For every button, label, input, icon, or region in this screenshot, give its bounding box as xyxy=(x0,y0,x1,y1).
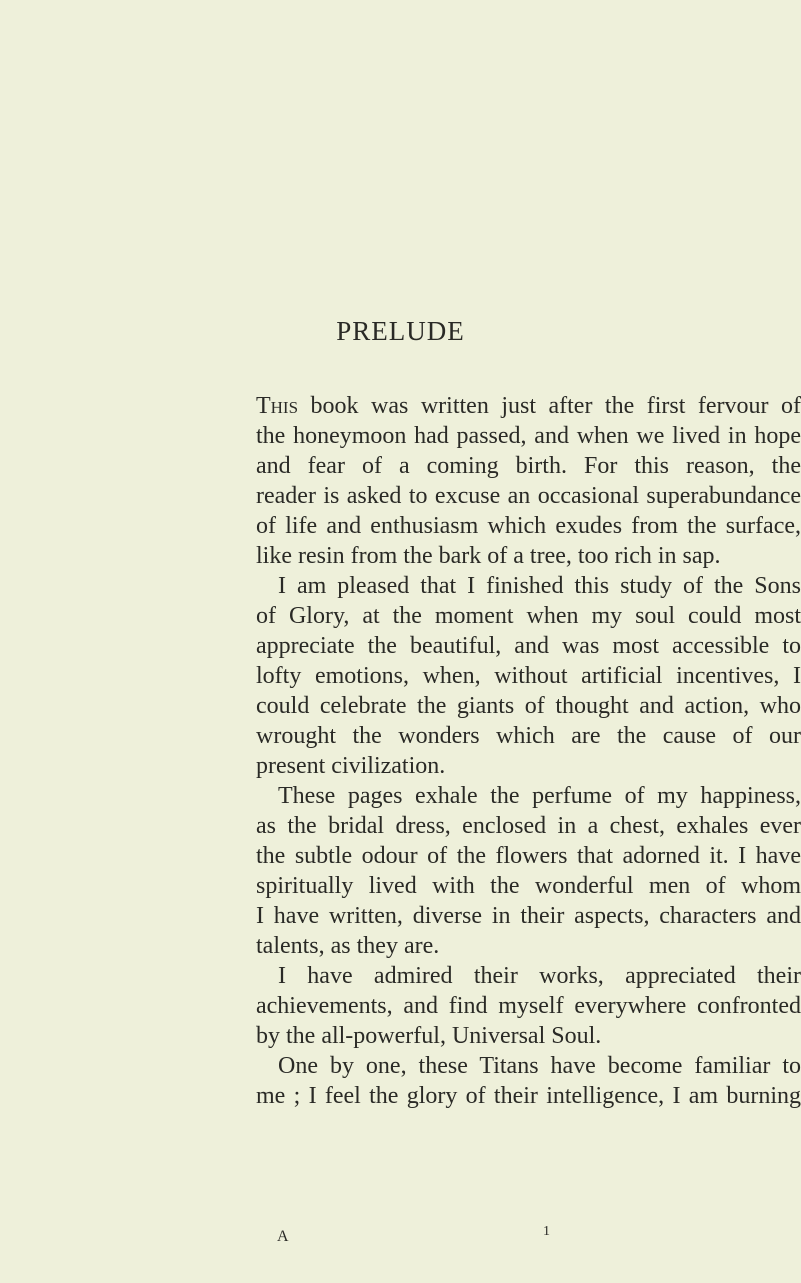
text-line: These pages exhale the perfume of my happiness, xyxy=(278,783,801,809)
text-line: could celebrate the giants of thought and action, who xyxy=(256,693,801,719)
text-line: I am pleased that I finished this study of the Sons xyxy=(278,573,801,599)
text-line: appreciate the beautiful, and was most accessible to xyxy=(256,633,801,659)
text-line: wrought the wonders which are the cause of our xyxy=(256,723,801,749)
text-line: I have admired their works, appreciated their xyxy=(278,963,801,989)
text-line: by the all-powerful, Universal Soul. xyxy=(256,1023,602,1049)
text-line: I have written, diverse in their aspects, characters and xyxy=(256,903,801,929)
page-title: PRELUDE xyxy=(336,316,465,346)
text-line: of Glory, at the moment when my soul could most xyxy=(256,603,801,629)
text-line: and fear of a coming birth. For this reason, the xyxy=(256,453,801,479)
text-line: the honeymoon had passed, and when we lived in hope xyxy=(256,423,801,449)
drop-lead-word: This xyxy=(256,393,299,419)
text-line: me ; I feel the glory of their intelligence, I am burning xyxy=(256,1083,801,1109)
text-line: present civilization. xyxy=(256,753,446,779)
text-line: the subtle odour of the flowers that adorned it. I have xyxy=(256,843,801,869)
text-line: lofty emotions, when, without artificial incentives, I xyxy=(256,663,801,689)
text-line: as the bridal dress, enclosed in a chest, exhales ever xyxy=(256,813,801,839)
text-line: talents, as they are. xyxy=(256,933,440,959)
text-line: spiritually lived with the wonderful men of whom xyxy=(256,873,801,899)
text-line: One by one, these Titans have become familiar to xyxy=(278,1053,801,1079)
text-line: This book was written just after the first fervour of xyxy=(256,393,801,419)
text-line: reader is asked to excuse an occasional superabundance xyxy=(256,483,801,509)
text-line: achievements, and find myself everywhere confronted xyxy=(256,993,801,1019)
page-number: 1 xyxy=(543,1224,550,1239)
text-line: of life and enthusiasm which exudes from the surface, xyxy=(256,513,801,539)
signature-mark: A xyxy=(277,1228,289,1245)
text-line: like resin from the bark of a tree, too rich in sap. xyxy=(256,543,721,569)
